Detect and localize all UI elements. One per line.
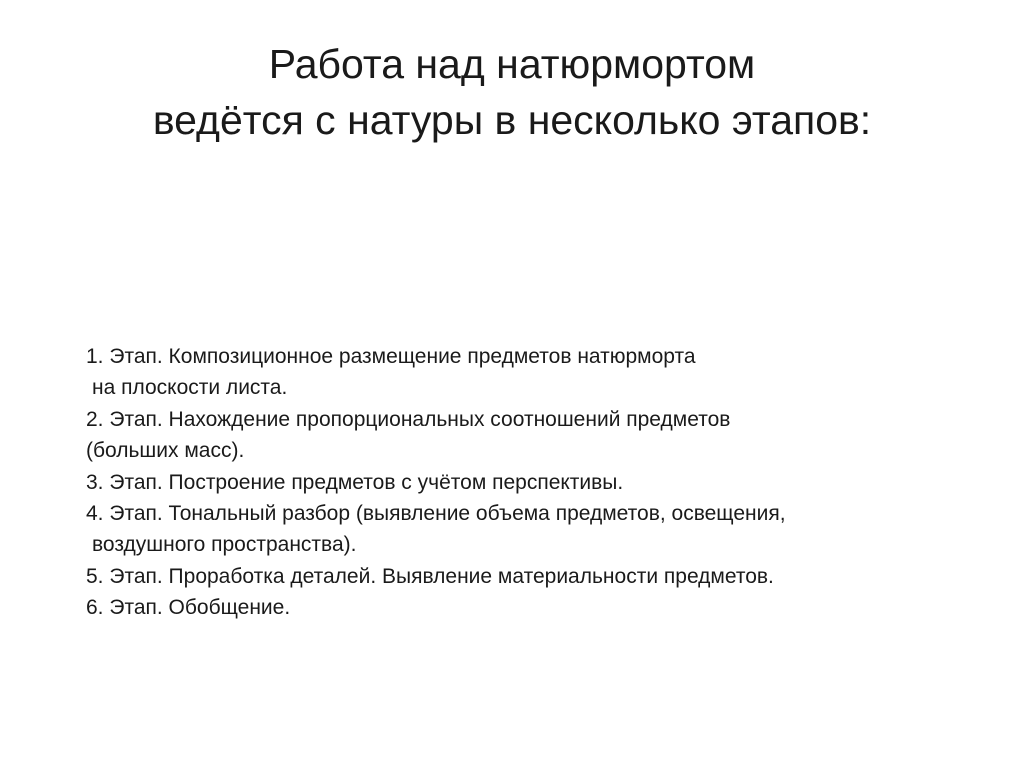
- stage-line: 2. Этап. Нахождение пропорциональных соотношений предметов: [86, 407, 731, 431]
- stage-line-continuation: воздушного пространства).: [92, 533, 357, 557]
- stage-line-continuation: (больших масс).: [86, 439, 245, 463]
- title-line: Работа над натюрмортом: [268, 41, 756, 87]
- stage-line: 6. Этап. Обобщение.: [86, 596, 291, 620]
- title-line: ведётся с натуры в несколько этапов:: [152, 97, 872, 143]
- stage-line: 5. Этап. Проработка деталей. Выявление материальности предметов.: [86, 564, 774, 588]
- stage-line-continuation: на плоскости листа.: [92, 376, 288, 400]
- stage-line: 1. Этап. Композиционное размещение предметов натюрморта: [86, 345, 696, 368]
- stage-line: 4. Этап. Тональный разбор (выявление объема предметов, освещения,: [86, 502, 786, 526]
- stages-list: [86, 341, 986, 624]
- stage-line: 3. Этап. Построение предметов с учётом перспективы.: [86, 470, 624, 494]
- slide-title: [0, 36, 1024, 148]
